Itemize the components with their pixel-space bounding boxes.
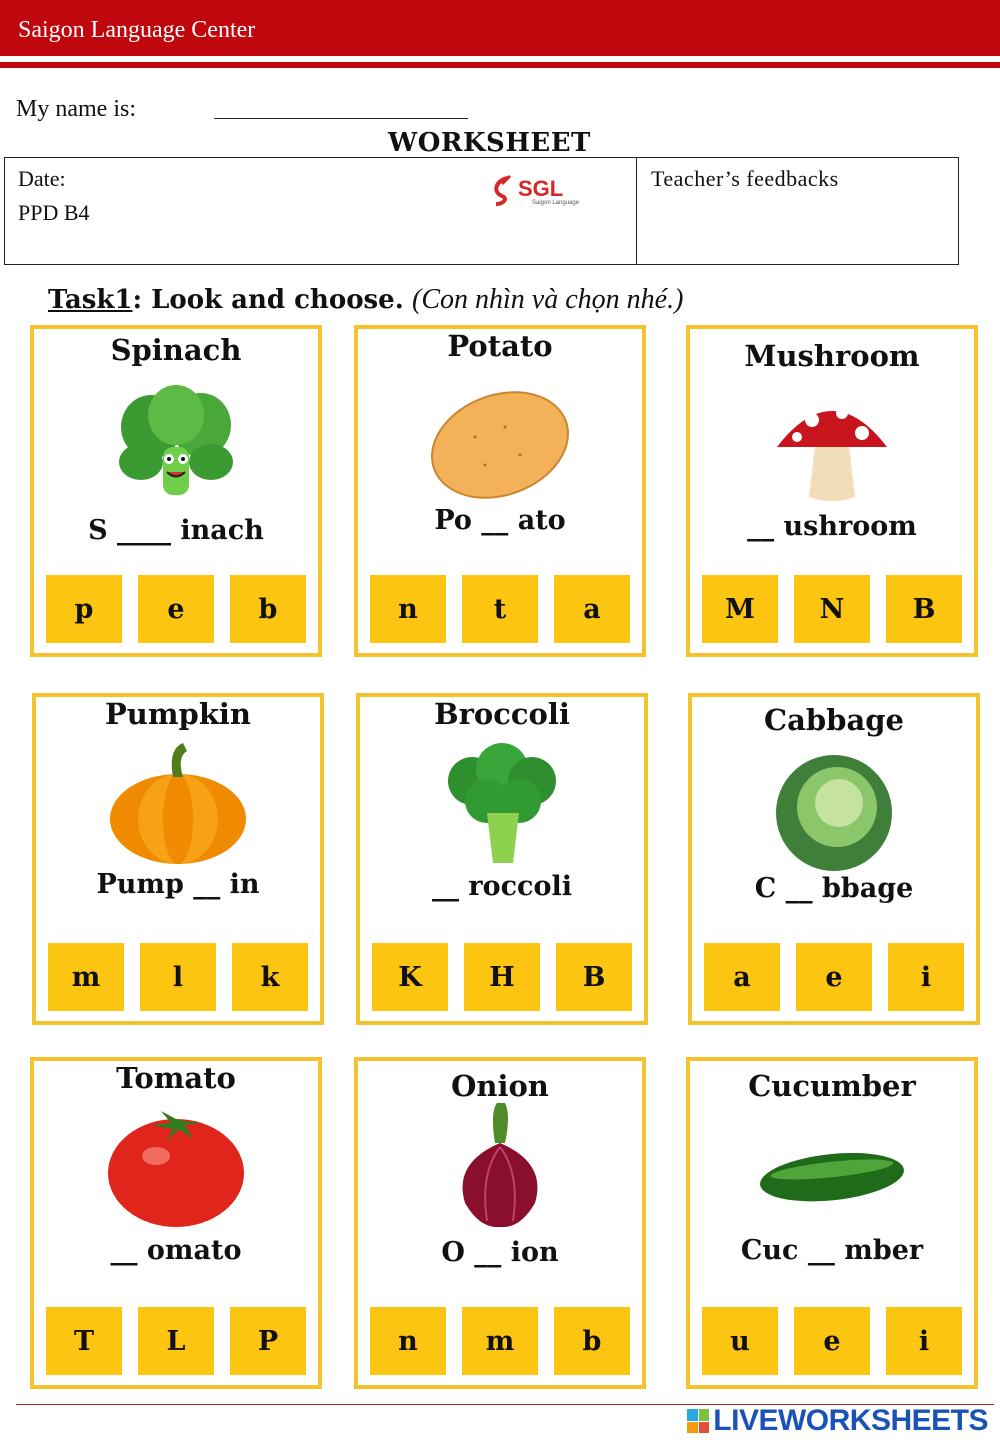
option-row	[46, 575, 306, 643]
option-row	[48, 943, 308, 1011]
option-button[interactable]: i	[888, 943, 964, 1011]
option-button[interactable]: N	[794, 575, 870, 643]
vocab-card	[30, 1057, 322, 1389]
option-row	[372, 943, 632, 1011]
worksheet-title: WORKSHEET	[388, 128, 591, 158]
card-puzzle: Cuc __ mber	[740, 1235, 924, 1266]
tomato-icon	[101, 1101, 251, 1231]
footer-brand: LIVEWORKSHEETS	[713, 1404, 988, 1437]
option-button[interactable]: l	[140, 943, 216, 1011]
card-puzzle: C __ bbage	[754, 873, 914, 904]
option-button[interactable]: H	[464, 943, 540, 1011]
task-instruction	[48, 284, 683, 316]
option-row	[702, 1307, 962, 1375]
card-puzzle: S ____ inach	[88, 515, 264, 546]
sgl-logo	[488, 170, 598, 210]
liveworksheets-icon	[687, 1409, 709, 1433]
feedback-box	[636, 157, 959, 265]
option-row	[370, 575, 630, 643]
vocab-card	[30, 325, 322, 657]
option-button[interactable]: i	[886, 1307, 962, 1375]
vocab-card	[32, 693, 324, 1025]
option-button[interactable]: p	[46, 575, 122, 643]
class-label: PPD B4	[18, 200, 90, 225]
card-title: Onion	[451, 1069, 549, 1103]
broccoli-icon	[427, 741, 577, 871]
option-button[interactable]: P	[230, 1307, 306, 1375]
option-button[interactable]: a	[554, 575, 630, 643]
card-puzzle: Pump __ in	[96, 869, 260, 900]
option-button[interactable]: L	[138, 1307, 214, 1375]
option-button[interactable]: B	[886, 575, 962, 643]
card-title: Spinach	[110, 333, 242, 367]
option-row	[370, 1307, 630, 1375]
vocab-card	[354, 325, 646, 657]
card-title: Tomato	[116, 1061, 236, 1095]
spinach-icon	[101, 377, 251, 507]
card-puzzle: Po __ ato	[434, 505, 566, 536]
option-button[interactable]: M	[702, 575, 778, 643]
card-title: Potato	[447, 329, 553, 363]
option-row	[46, 1307, 306, 1375]
option-row	[702, 575, 962, 643]
option-button[interactable]: b	[230, 575, 306, 643]
option-button[interactable]: B	[556, 943, 632, 1011]
option-button[interactable]: m	[462, 1307, 538, 1375]
header-bar	[0, 0, 1000, 56]
svg-text:Saigon Language: Saigon Language	[532, 200, 580, 206]
option-button[interactable]: K	[372, 943, 448, 1011]
option-button[interactable]: b	[554, 1307, 630, 1375]
potato-icon	[425, 377, 575, 507]
card-title: Cabbage	[764, 703, 904, 737]
option-button[interactable]: e	[138, 575, 214, 643]
task-label: Task1	[48, 285, 133, 315]
card-puzzle: __ omato	[110, 1235, 242, 1266]
onion-icon	[425, 1103, 575, 1233]
card-title: Pumpkin	[104, 697, 252, 731]
cucumber-icon	[732, 1131, 932, 1231]
vocab-card	[686, 325, 978, 657]
option-button[interactable]: e	[794, 1307, 870, 1375]
card-puzzle: O __ ion	[441, 1237, 559, 1268]
vocab-card	[686, 1057, 978, 1389]
option-row	[704, 943, 964, 1011]
option-button[interactable]: u	[702, 1307, 778, 1375]
option-button[interactable]: m	[48, 943, 124, 1011]
option-button[interactable]: t	[462, 575, 538, 643]
vocab-card	[356, 693, 648, 1025]
task-text: : Look and choose.	[132, 285, 404, 315]
card-puzzle: __ roccoli	[431, 871, 573, 902]
name-input-line[interactable]	[214, 118, 468, 119]
feedback-label: Teacher’s feedbacks	[651, 166, 839, 191]
date-label: Date:	[18, 166, 66, 191]
card-title: Cucumber	[748, 1069, 916, 1103]
mushroom-icon	[757, 385, 907, 515]
option-button[interactable]: k	[232, 943, 308, 1011]
option-button[interactable]: T	[46, 1307, 122, 1375]
option-button[interactable]: n	[370, 1307, 446, 1375]
card-puzzle: __ ushroom	[747, 511, 917, 542]
header-divider	[0, 62, 1000, 68]
option-button[interactable]: n	[370, 575, 446, 643]
vocab-card	[688, 693, 980, 1025]
task-translation: (Con nhìn và chọn nhé.)	[412, 284, 684, 315]
vocab-card	[354, 1057, 646, 1389]
svg-text:SGL: SGL	[518, 176, 564, 201]
name-label: My name is:	[16, 96, 136, 122]
card-title: Broccoli	[434, 697, 570, 731]
option-button[interactable]: a	[704, 943, 780, 1011]
cabbage-icon	[759, 743, 909, 873]
card-title: Mushroom	[744, 339, 920, 373]
option-button[interactable]: e	[796, 943, 872, 1011]
liveworksheets-logo	[687, 1404, 988, 1438]
header-title: Saigon Language Center	[18, 17, 256, 43]
pumpkin-icon	[103, 739, 253, 869]
